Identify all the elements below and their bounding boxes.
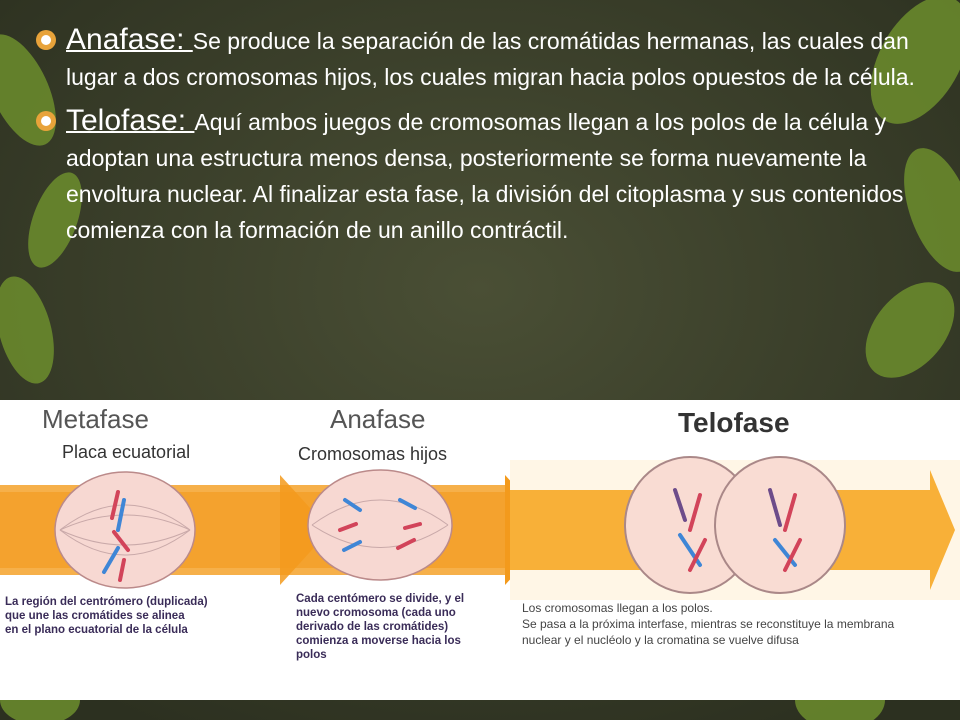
bullet-circle-icon [34,28,58,52]
telofase-title: Telofase [678,407,790,438]
mitosis-diagram [0,400,960,700]
telofase-heading: Telofase: [66,104,195,137]
metafase-title: Metafase [42,404,149,434]
bullet-list [32,22,932,256]
telofase-cells [625,457,845,593]
telofase-caption: Los cromosomas llegan a los polos. Se pasa a la próxima interfase, mientras se reconstituye la membrana nuclear y el nucléolo y la cromatina se vuelve difusa [522,601,895,647]
anafase-text: Se produce la separación de las cromátidas hermanas, las cuales dan lugar a dos cromosomas hijos, los cuales migran hacia polos opuestos de la célula. [66,28,915,90]
bullet-circle-icon [34,109,58,133]
anafase-cell [308,470,452,580]
metafase-cell [55,472,195,588]
anafase-caption: Cada centómero se divide, y el nuevo cromosoma (cada uno derivado de las cromátides) comienza a moverse hacia los polos [296,593,465,661]
anafase-title: Anafase [330,404,426,434]
bullet-telofase [32,103,932,248]
bullet-anafase [32,22,932,95]
anafase-heading: Anafase: [66,23,193,56]
metafase-caption: La región del centrómero (duplicada) que une las cromátides se alinea en el plano ecuatorial de la célula [5,596,208,636]
anafase-subtitle: Cromosomas hijos [298,444,448,464]
metafase-subtitle: Placa ecuatorial [62,442,191,462]
telofase-text: Aquí ambos juegos de cromosomas llegan a los polos de la célula y adoptan una estructura menos densa, posteriormente se forma nuevamente la envoltura nuclear. Al finalizar esta fase, la división del citoplasma y sus contenidos comienza con la formación de un anillo contráctil. [66,109,904,243]
